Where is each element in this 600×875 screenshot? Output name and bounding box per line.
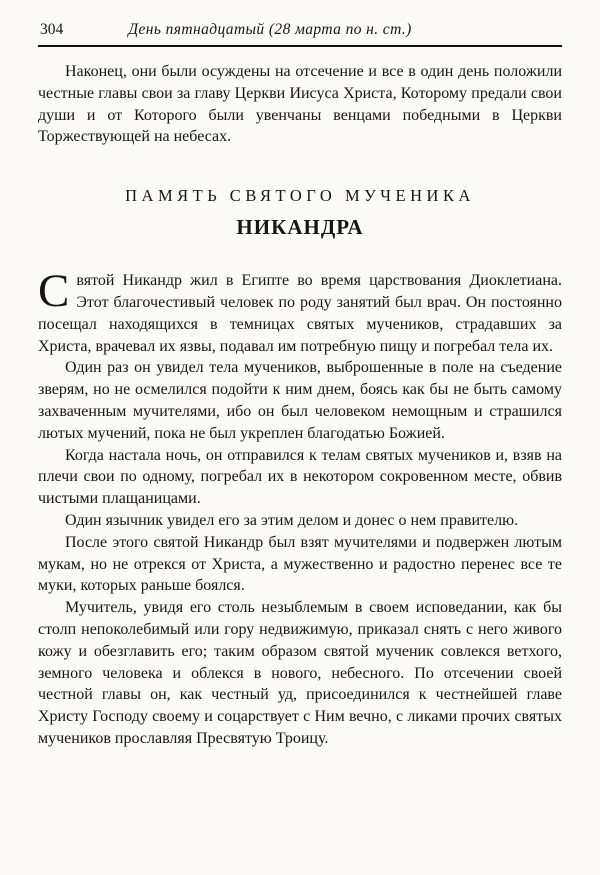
running-header [38, 20, 562, 47]
body-text [38, 265, 562, 750]
body-paragraph: Один язычник увидел его за этим делом и донес о нем правителю. [65, 511, 519, 529]
body-paragraph: После этого святой Никандр был взят мучителями и подвержен лютым мукам, но не отрекся от Христа, а мужественно и радостно перенес все те муки, которых раньше боялся. [38, 533, 562, 595]
dropcap-letter: С [38, 265, 70, 318]
body-paragraph: Когда настала ночь, он отправился к телам святых мучеников и, взяв на плечи свои по одному, погребал их в некотором сокровенном месте, обвив чистыми плащаницами. [38, 446, 562, 508]
body-paragraph-first-text: вятой Никандр жил в Египте во время царствования Диоклетиана. Этот благочестивый человек по роду занятий был врач. Он постоянно посещал находящихся в темницах святых мучеников, страдавших за Христа, врачевал их язвы, подавал им потребную пищу и погребал тела их. [38, 272, 562, 355]
section-title: НИКАНДРА [236, 215, 364, 240]
intro-paragraph: Наконец, они были осуждены на отсечение и все в один день положили честные главы свои за главу Церкви Иисуса Христа, Которому предали свои души и от Которого были увенчаны венцами победными в Церкви Торжествующей на небесах. [38, 63, 562, 146]
body-paragraph: Мучитель, увидя его столь незыблемым в своем исповедании, как бы столп непоколебимый или гору недвижимую, приказал снять с него живого кожу и обезглавить его; таким образом святой мученик совлекся ветхого, земного человека и облекся в нового, небесного. По отсечении своей честной главы он, как честный уд, присоединился к честнейшей главе Христу Господу своему и соцарствует с Ним вечно, с ликами прочих святых мучеников прославляя Пресвятую Троицу. [38, 599, 562, 747]
body-paragraph-first [38, 265, 562, 357]
section-heading: ПАМЯТЬ СВЯТОГО МУЧЕНИКА [125, 186, 475, 206]
body-paragraph: Один раз он увидел тела мучеников, выброшенные в поле на съедение зверям, но не осмелился подойти к ним днем, боясь как бы не быть самому захваченным мучителями, ибо он был человеком немощным и страшился лютых мучений, пока не был укреплен благодатью Божией. [38, 359, 562, 442]
running-header-title: День пятнадцатый (28 марта по н. ст.) [128, 21, 412, 38]
page-number: 304 [40, 21, 64, 38]
